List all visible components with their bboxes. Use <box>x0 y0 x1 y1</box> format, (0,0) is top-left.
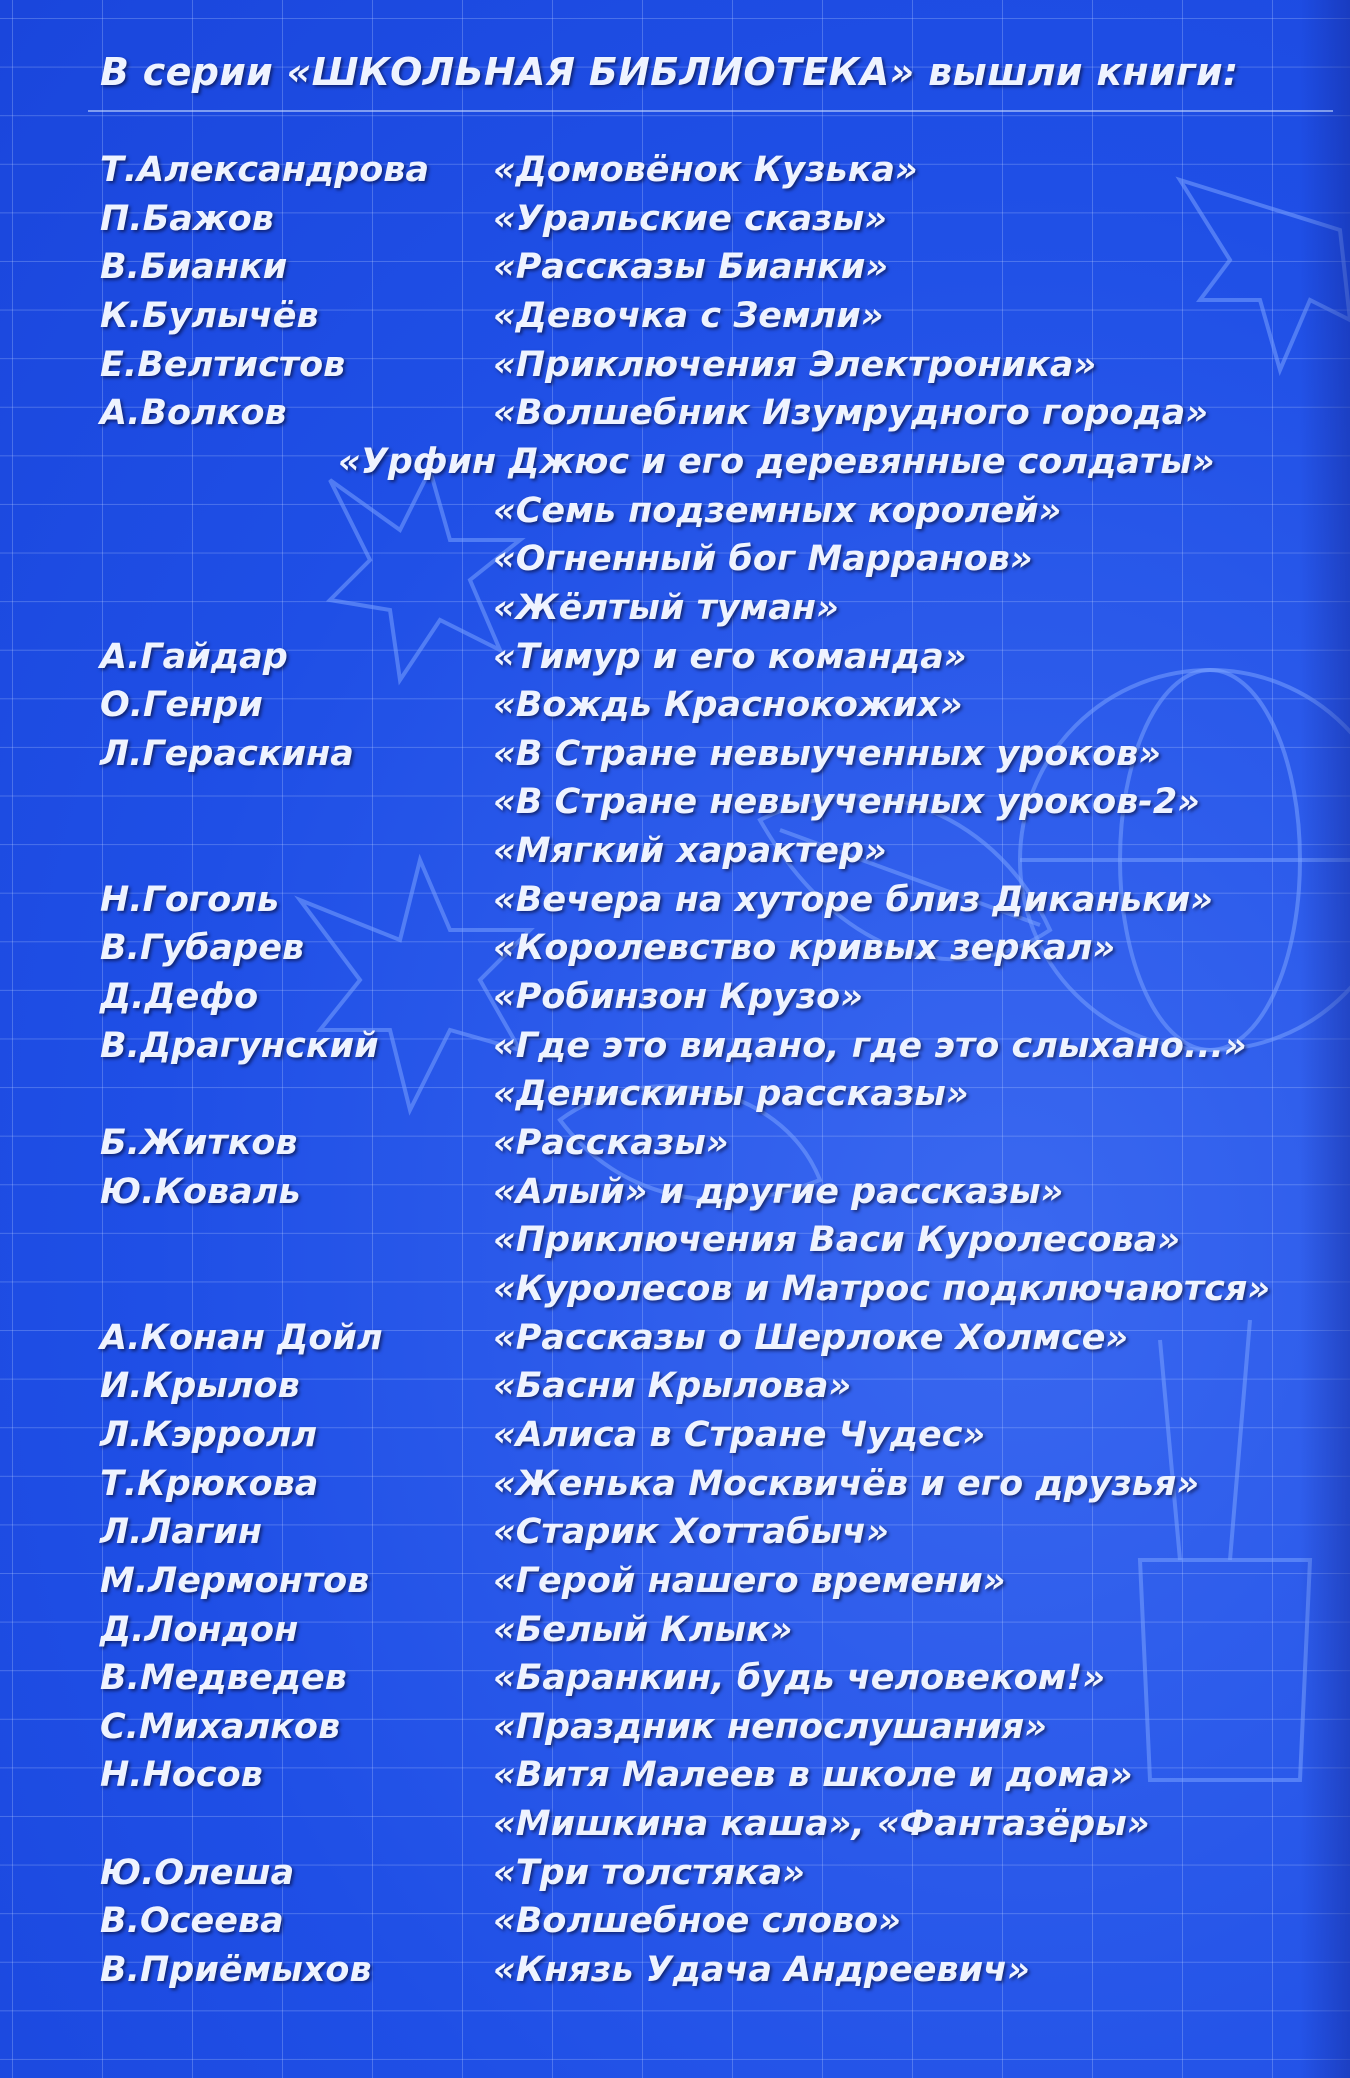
book-title: «Рассказы Бианки» <box>493 247 889 288</box>
book-entry <box>0 442 1340 490</box>
book-entry <box>0 637 1340 685</box>
book-entry <box>0 1074 1340 1122</box>
book-title: «Денискины рассказы» <box>493 1074 969 1115</box>
book-entry <box>0 491 1340 539</box>
book-author: В.Осеева <box>100 1901 284 1942</box>
book-entry <box>0 1561 1340 1609</box>
book-author: Н.Гоголь <box>100 879 280 920</box>
book-entry <box>0 1950 1340 1998</box>
book-entry <box>0 1901 1340 1949</box>
book-title: «Мишкина каша», «Фантазёры» <box>493 1804 1150 1845</box>
book-author: А.Конан Дойл <box>100 1317 383 1358</box>
book-entry <box>0 685 1340 733</box>
book-entry <box>0 831 1340 879</box>
book-author: В.Медведев <box>100 1658 347 1699</box>
book-title: «Старик Хоттабыч» <box>493 1512 889 1553</box>
book-title: «Рассказы о Шерлоке Холмсе» <box>493 1317 1129 1358</box>
book-author: В.Губарев <box>100 928 305 969</box>
book-author: В.Бианки <box>100 247 288 288</box>
book-title: «Домовёнок Кузька» <box>493 150 918 190</box>
book-entry <box>0 539 1340 587</box>
book-entry <box>0 1464 1340 1512</box>
book-author: Л.Гераскина <box>100 733 354 774</box>
book-title: «Мягкий характер» <box>493 831 887 872</box>
book-entry <box>0 1755 1340 1803</box>
book-title: «Три толстяка» <box>493 1852 805 1893</box>
book-title: «Волшебное слово» <box>493 1901 901 1942</box>
book-title: «Робинзон Крузо» <box>493 977 863 1018</box>
book-entry <box>0 588 1340 636</box>
book-title: «Жёлтый туман» <box>493 587 839 628</box>
book-entry <box>0 150 1340 198</box>
book-author: А.Гайдар <box>100 636 288 677</box>
book-author: В.Драгунский <box>100 1025 379 1066</box>
book-entry <box>0 393 1340 441</box>
book-entry <box>0 977 1340 1025</box>
book-title: «Где это видано, где это слыхано...» <box>493 1025 1247 1066</box>
book-entry <box>0 1707 1340 1755</box>
book-title: «Куролесов и Матрос подключаются» <box>493 1268 1271 1309</box>
book-author: Л.Кэрролл <box>100 1414 318 1455</box>
book-title: «Уральские сказы» <box>493 198 887 239</box>
book-entry <box>0 1415 1340 1463</box>
book-author: Т.Крюкова <box>100 1463 319 1504</box>
book-title: «Королевство кривых зеркал» <box>493 928 1116 969</box>
book-title: «Басни Крылова» <box>493 1366 852 1407</box>
book-author: Л.Лагин <box>100 1512 263 1553</box>
book-author: Т.Александрова <box>100 150 430 190</box>
book-entry <box>0 1853 1340 1901</box>
book-entry <box>0 1512 1340 1560</box>
book-author: П.Бажов <box>100 198 274 239</box>
book-author: Б.Житков <box>100 1123 298 1163</box>
book-entry <box>0 1220 1340 1268</box>
book-title: «В Стране невыученных уроков-2» <box>493 782 1200 823</box>
book-author: В.Приёмыхов <box>100 1950 372 1991</box>
book-title: «В Стране невыученных уроков» <box>493 733 1162 774</box>
book-title: «Алый» и другие рассказы» <box>493 1171 1064 1212</box>
book-entry <box>0 199 1340 247</box>
book-title: «Герой нашего времени» <box>493 1560 1006 1601</box>
book-author: С.Михалков <box>100 1706 341 1747</box>
book-entry <box>0 247 1340 295</box>
book-entry <box>0 1026 1340 1074</box>
book-author: И.Крылов <box>100 1366 300 1407</box>
book-author: О.Генри <box>100 685 263 726</box>
book-title: «Волшебник Изумрудного города» <box>493 393 1209 434</box>
book-title: «Алиса в Стране Чудес» <box>493 1414 986 1455</box>
book-title: «Вождь Краснокожих» <box>493 685 963 726</box>
book-entry <box>0 1658 1340 1706</box>
book-title: «Витя Малеев в школе и дома» <box>493 1755 1133 1796</box>
book-title: «Баранкин, будь человеком!» <box>493 1658 1106 1699</box>
book-entry <box>0 782 1340 830</box>
book-author: Д.Лондон <box>100 1609 299 1650</box>
book-title: «Приключения Васи Куролесова» <box>493 1220 1181 1261</box>
book-title: «Вечера на хуторе близ Диканьки» <box>493 879 1213 920</box>
book-author: М.Лермонтов <box>100 1560 370 1601</box>
book-author: Ю.Олеша <box>100 1852 295 1893</box>
book-entry <box>0 880 1340 928</box>
book-entry <box>0 1269 1340 1317</box>
book-entry <box>0 1172 1340 1220</box>
book-title: «Тимур и его команда» <box>493 636 967 677</box>
book-author: Д.Дефо <box>100 977 259 1018</box>
book-author: Е.Велтистов <box>100 344 346 385</box>
book-title: «Белый Клык» <box>493 1609 793 1650</box>
book-entry <box>0 296 1340 344</box>
book-entry <box>0 1123 1340 1171</box>
book-author: Ю.Коваль <box>100 1171 301 1212</box>
book-title: «Приключения Электроника» <box>493 344 1097 385</box>
book-entry <box>0 345 1340 393</box>
book-title: «Женька Москвичёв и его друзья» <box>493 1463 1200 1504</box>
book-entry <box>0 928 1340 976</box>
series-heading: В серии «ШКОЛЬНАЯ БИБЛИОТЕКА» вышли книги: <box>100 50 1239 94</box>
book-entry <box>0 1366 1340 1414</box>
book-entry <box>0 1610 1340 1658</box>
book-entry <box>0 734 1340 782</box>
book-author: А.Волков <box>100 393 287 434</box>
book-title: «Семь подземных королей» <box>493 490 1062 531</box>
book-author: Н.Носов <box>100 1755 263 1796</box>
book-title: «Рассказы» <box>493 1123 729 1163</box>
book-title: «Урфин Джюс и его деревянные солдаты» <box>338 441 1215 482</box>
book-title: «Девочка с Земли» <box>493 295 884 336</box>
book-title: «Праздник непослушания» <box>493 1706 1048 1747</box>
book-title: «Огненный бог Марранов» <box>493 539 1033 580</box>
book-entry <box>0 1318 1340 1366</box>
book-title: «Князь Удача Андреевич» <box>493 1950 1030 1991</box>
book-author: К.Булычёв <box>100 295 319 336</box>
book-entry <box>0 1804 1340 1852</box>
